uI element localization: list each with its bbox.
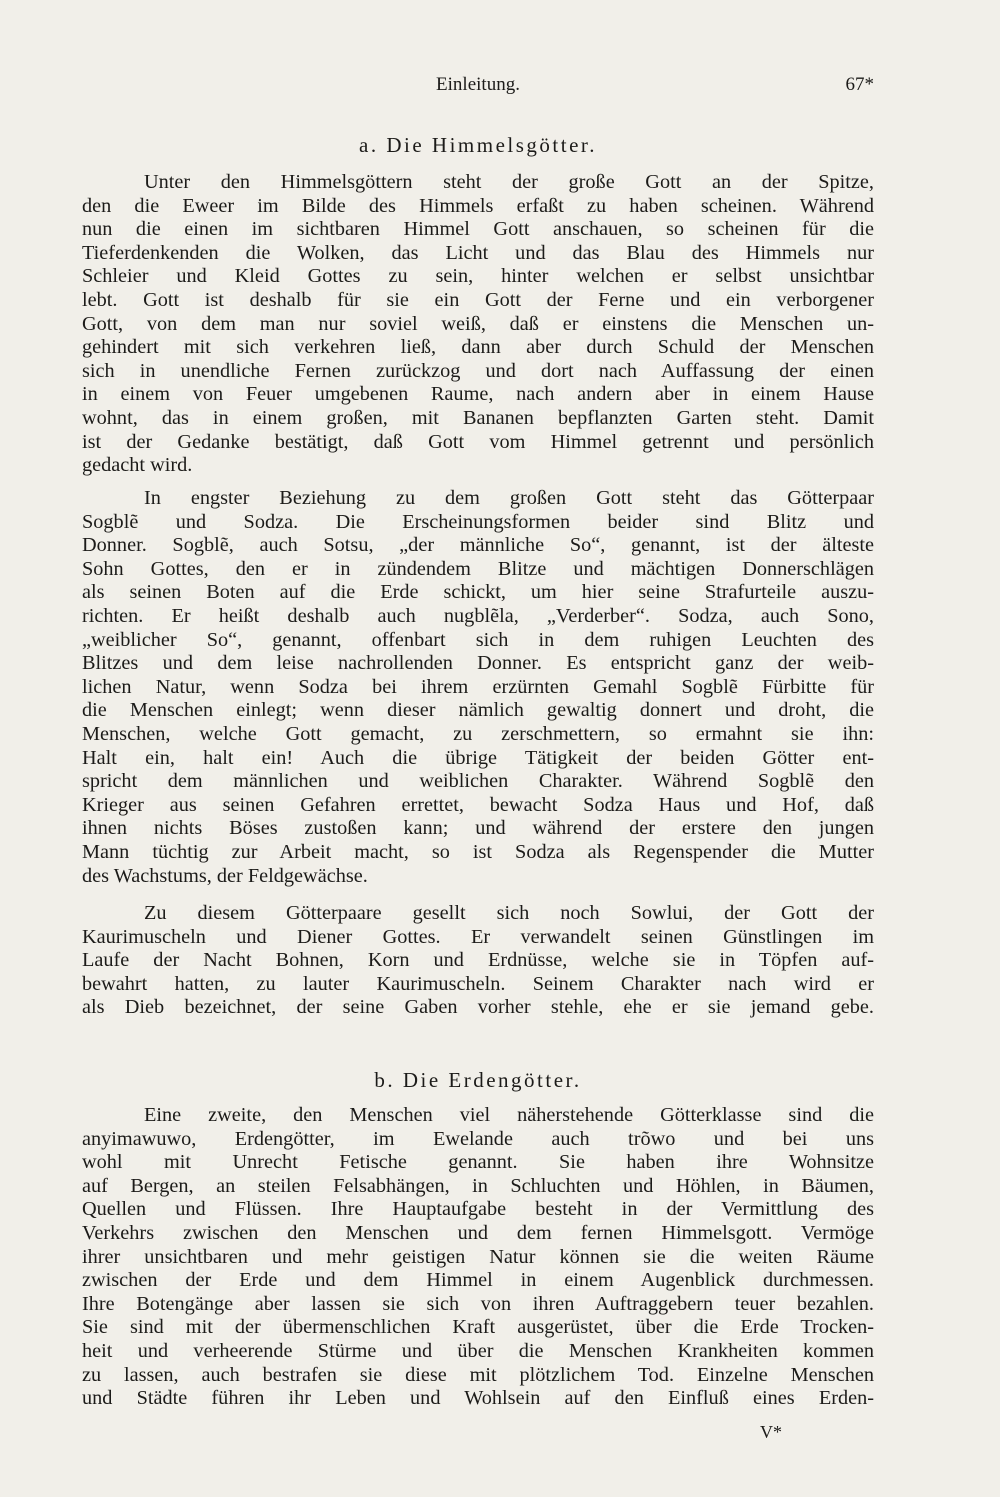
text-line: Menschen, welche Gott gemacht, zu zerschmettern, so ermahnt sie ihn: (82, 722, 874, 745)
text-line: gedacht wird. (82, 454, 193, 477)
text-line: Mann tüchtig zur Arbeit macht, so ist Sodza als Regenspender die Mutter (82, 840, 874, 863)
text-line: Kaurimuscheln und Diener Gottes. Er verwandelt seinen Günstlingen im (82, 925, 874, 948)
paragraph (82, 487, 874, 888)
text-line: als seinen Boten auf die Erde schickt, um hier seine Strafurteile auszu- (82, 581, 874, 604)
text-line: nun die einen im sichtbaren Himmel Gott anschauen, so scheinen für die (82, 218, 874, 241)
signature-mark: V* (760, 1422, 782, 1442)
text-line: Gott, von dem man nur soviel weiß, daß er einstens die Menschen un- (82, 312, 874, 335)
text-line: gehindert mit sich verkehren ließ, dann aber durch Schuld der Menschen (82, 336, 874, 359)
text-line: Laufe der Nacht Bohnen, Korn und Erdnüsse, welche sie in Töpfen auf- (82, 949, 874, 972)
text-line: ihrer unsichtbaren und mehr geistigen Natur können sie die weiten Räume (82, 1245, 874, 1268)
text-line: Krieger aus seinen Gefahren errettet, bewacht Sodza Haus und Hof, daß (82, 793, 874, 816)
text-line: zu lassen, auch bestrafen sie diese mit plötzlichem Tod. Einzelne Menschen (82, 1363, 874, 1386)
text-line: Tieferdenkenden die Wolken, das Licht und das Blau des Himmels nur (82, 241, 874, 264)
text-line: anyimawuwo, Erdengötter, im Ewelande auch trõwo und bei uns (82, 1127, 874, 1150)
paragraph (82, 1104, 874, 1411)
text-line: den die Eweer im Bilde des Himmels erfaßt zu haben scheinen. Während (82, 194, 874, 217)
text-line: Sogblẽ und Sodza. Die Erscheinungsformen beider sind Blitz und (82, 510, 874, 533)
text-line: Quellen und Flüssen. Ihre Hauptaufgabe besteht in der Vermittlung des (82, 1198, 874, 1221)
text-line: zwischen der Erde und dem Himmel in einem Augenblick durchmessen. (82, 1269, 874, 1292)
text-line: lichen Natur, wenn Sodza bei ihrem erzürnten Gemahl Sogblẽ Fürbitte für (82, 675, 874, 698)
text-line: ist der Gedanke bestätigt, daß Gott vom Himmel getrennt und persönlich (82, 430, 874, 453)
text-line: ihnen nichts Böses zustoßen kann; und während der erstere den jungen (82, 817, 874, 840)
running-head (82, 74, 874, 104)
text-line: Sie sind mit der übermenschlichen Kraft ausgerüstet, über die Erde Trocken- (82, 1316, 874, 1339)
section-heading-himmelsgoetter: a. Die Himmelsgötter. (359, 133, 597, 157)
text-line: Sohn Gottes, den er in zündendem Blitze und mächtigen Donnerschlägen (82, 557, 874, 580)
text-line: Verkehrs zwischen den Menschen und dem fernen Himmelsgott. Vermöge (82, 1221, 874, 1244)
text-line: sich in unendliche Fernen zurückzog und dort nach Auffassung der einen (82, 359, 874, 382)
text-line: auf Bergen, an steilen Felsabhängen, in Schluchten und Höhlen, in Bäumen, (82, 1174, 874, 1197)
text-line: die Menschen einlegt; wenn dieser nämlich gewaltig donnert und droht, die (82, 699, 874, 722)
text-line: Schleier und Kleid Gottes zu sein, hinter welchen er selbst unsichtbar (82, 265, 874, 288)
text-line: Unter den Himmelsgöttern steht der große Gott an der Spitze, (144, 171, 874, 193)
text-line: in einem von Feuer umgebenen Raume, nach andern aber in einem Hause (82, 383, 874, 406)
page-number: 67* (845, 74, 874, 95)
text-line: wohl mit Unrecht Fetische genannt. Sie haben ihre Wohnsitze (82, 1151, 874, 1174)
text-line: „weiblicher So“, genannt, offenbart sich in dem ruhigen Leuchten des (82, 628, 874, 651)
text-line: als Dieb bezeichnet, der seine Gaben vorher stehle, ehe er sie jemand gebe. (82, 996, 874, 1019)
text-line: spricht dem männlichen und weiblichen Charakter. Während Sogblẽ den (82, 770, 874, 793)
text-line: Ihre Botengänge aber lassen sie sich von ihren Auftraggebern teuer bezahlen. (82, 1292, 874, 1315)
text-line: bewahrt hatten, zu lauter Kaurimuscheln. Seinem Charakter nach wird er (82, 972, 874, 995)
text-line: lebt. Gott ist deshalb für sie ein Gott der Ferne und ein verborgener (82, 288, 874, 311)
text-line: Halt ein, halt ein! Auch die übrige Tätigkeit der beiden Götter ent- (82, 746, 874, 769)
text-line: Zu diesem Götterpaare gesellt sich noch Sowlui, der Gott der (144, 902, 874, 924)
text-line: und Städte führen ihr Leben und Wohlsein auf den Einfluß eines Erden- (82, 1387, 874, 1410)
paragraph (82, 902, 874, 1020)
text-line: Donner. Sogblẽ, auch Sotsu, „der männliche So“, genannt, ist der älteste (82, 534, 874, 557)
text-line: In engster Beziehung zu dem großen Gott steht das Götterpaar (144, 487, 874, 509)
section-heading-erdengoetter: b. Die Erdengötter. (374, 1068, 582, 1092)
text-line: des Wachstums, der Feldgewächse. (82, 864, 368, 887)
text-line: Eine zweite, den Menschen viel näherstehende Götterklasse sind die (144, 1104, 874, 1126)
text-line: richten. Er heißt deshalb auch nugblẽla, „Verderber“. Sodza, auch Sono, (82, 604, 874, 627)
text-line: Blitzes und dem leise nachrollenden Donner. Es entspricht ganz der weib- (82, 652, 874, 675)
text-line: heit und verheerende Stürme und über die Menschen Krankheiten kommen (82, 1339, 874, 1362)
paragraph (82, 171, 874, 478)
text-line: wohnt, das in einem großen, mit Bananen bepflanzten Garten steht. Damit (82, 406, 874, 429)
running-head-title: Einleitung. (436, 74, 520, 95)
